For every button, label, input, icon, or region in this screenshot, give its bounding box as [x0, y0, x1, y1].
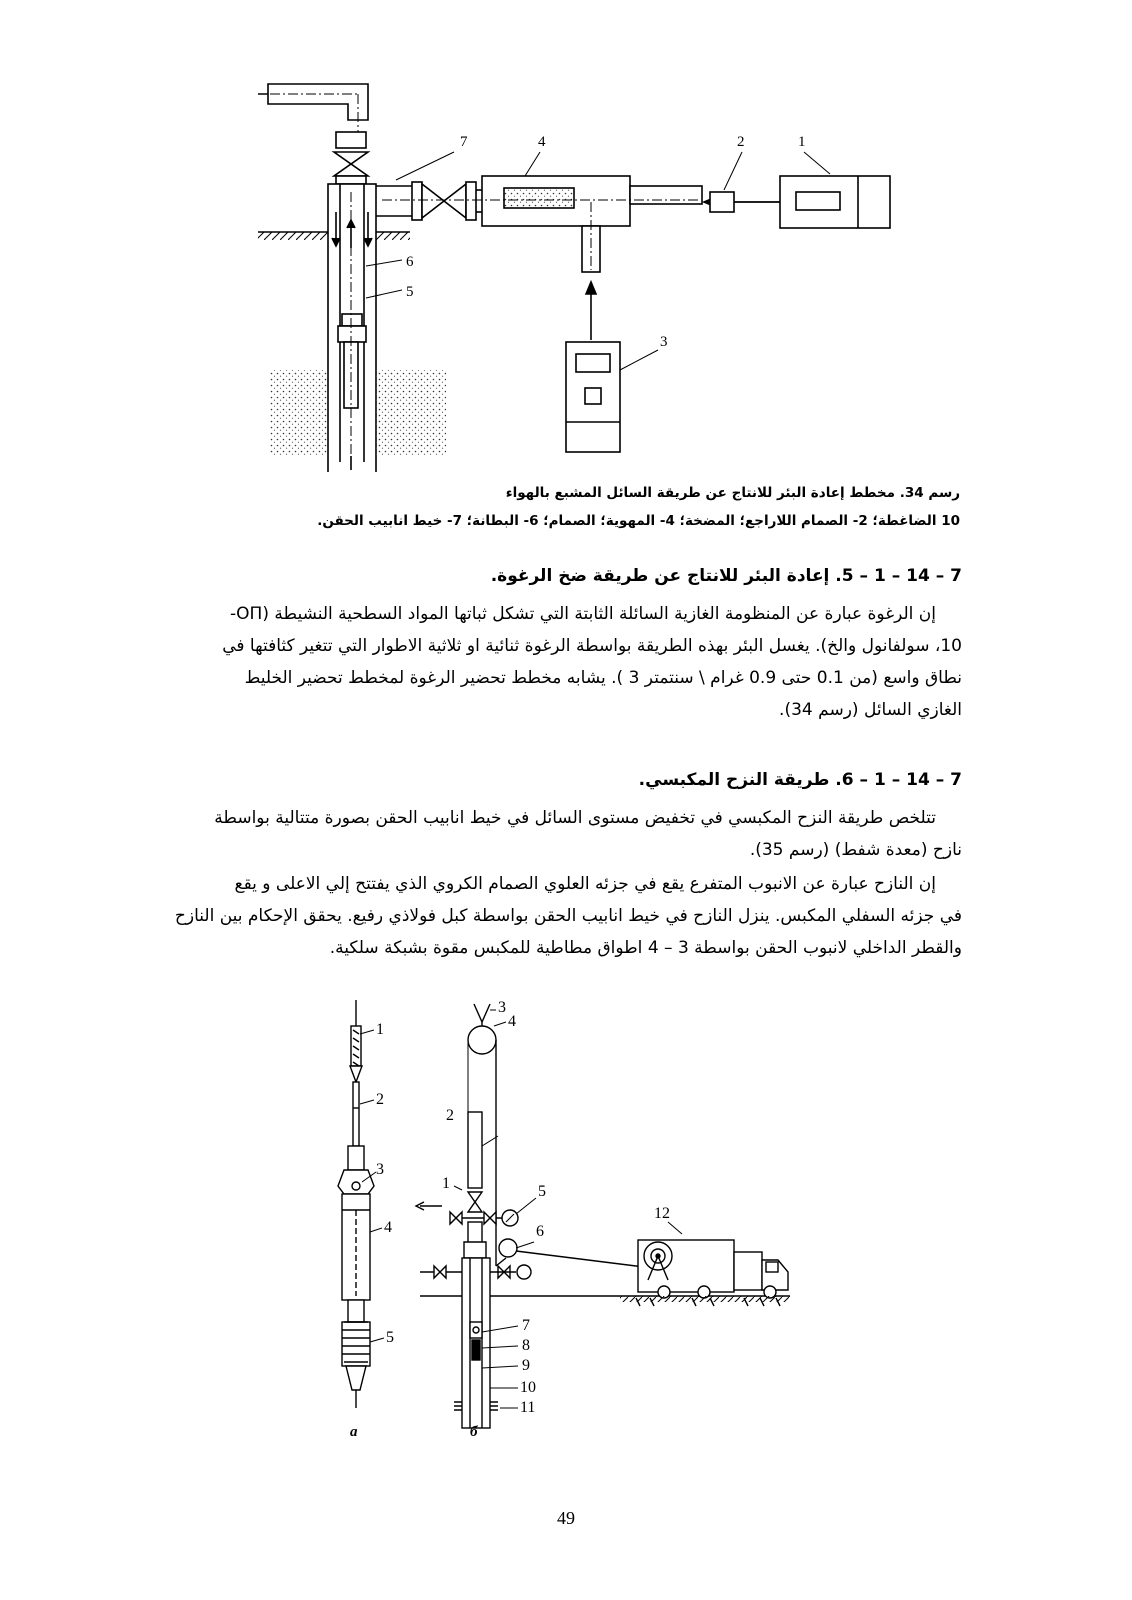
section-6-p1-line2: نازح (معدة شفط) (رسم 35). — [749, 840, 962, 860]
section-5-heading: 7 – 14 – 1 – 5. إعادة البئر للانتاج عن طريقة ضخ الرغوة. — [490, 566, 962, 586]
fig35a-label-2: 2 — [376, 1091, 384, 1108]
page-number: 49 — [557, 1508, 575, 1528]
fig35b-label-8: 8 — [522, 1337, 530, 1354]
fig35a-label-1: 1 — [376, 1021, 384, 1038]
fig35b-label-2: 2 — [446, 1107, 454, 1124]
figure-35-diagram — [320, 996, 820, 1444]
fig35b-label-9: 9 — [522, 1357, 530, 1374]
figure-34-caption — [100, 478, 960, 536]
fig35b-label-11: 11 — [520, 1399, 536, 1416]
fig34-label-3: 3 — [660, 334, 668, 350]
section-5-line1: إن الرغوة عبارة عن المنظومة الغازية السائلة الثابتة التي تشكل ثباتها المواد السطحية النشيطة (ОП- — [230, 604, 936, 624]
section-5-line4: الغازي السائل (رسم 34). — [779, 700, 962, 720]
section-6-p1-line1: تتلخص طريقة النزح المكبسي في تخفيض مستوى السائل في خيط انابيب الحقن بصورة متتالية بواسطة — [214, 808, 936, 828]
section-6-p2-line2: في جزئه السفلي المكبس. ينزل النازح في خيط انابيب الحقن بواسطة كبل فولاذي رفيع. يحقق الإحكام بين النازح — [174, 906, 962, 926]
fig35b-label-3: 3 — [498, 999, 506, 1016]
section-5-line3: نطاق واسع (من 0.1 حتى 0.9 غرام \ سنتمتر 3 ). يشابه مخطط تحضير الرغوة لمخطط تحضير الخليط — [244, 668, 962, 688]
section-6-p2-line1: إن النازح عبارة عن الانبوب المتفرع يقع في جزئه العلوي الصمام الكروي الذي يفتتح إلي الاعلى و يقع — [234, 874, 936, 894]
section-6-paragraph-1 — [100, 802, 962, 866]
section-6-paragraph-2 — [100, 868, 962, 964]
fig35b-label-5: 5 — [538, 1183, 546, 1200]
fig35a-label-3: 3 — [376, 1161, 384, 1178]
fig35a-label-5: 5 — [386, 1329, 394, 1346]
figure-35 — [320, 996, 820, 1444]
fig35b-label-12: 12 — [654, 1205, 670, 1222]
figure-34 — [240, 72, 920, 472]
fig34-label-7: 5 — [406, 284, 414, 300]
fig34-label-1: 1 — [798, 134, 806, 150]
section-5-paragraph — [100, 598, 962, 726]
section-6-p2-line3: والقطر الداخلي لانبوب الحقن بواسطة 3 – 4 اطواق مطاطية للمكبس مقوة بشبكة سلكية. — [329, 938, 962, 958]
figure-34-diagram — [240, 72, 920, 472]
fig35b-label-6: 6 — [536, 1223, 544, 1240]
figure-34-caption-line2: 10 الضاغطة؛ 2- الصمام اللاراجع؛ المضخة؛ 4- المهوية؛ الصمام؛ 6- البطانة؛ 7- خيط انابيب الحقن. — [317, 513, 960, 529]
fig35b-label-4: 4 — [508, 1013, 516, 1030]
fig35b-label-1: 1 — [442, 1175, 450, 1192]
fig35b-label-7: 7 — [522, 1317, 530, 1334]
fig34-label-4: 4 — [538, 134, 546, 150]
fig35-sub-b: б — [470, 1424, 478, 1440]
fig35-sub-a: a — [350, 1424, 358, 1440]
fig34-label-5: 7 — [460, 134, 468, 150]
section-6-heading: 7 – 14 – 1 – 6. طريقة النزح المكبسي. — [638, 770, 962, 790]
fig34-label-2: 2 — [737, 134, 745, 150]
fig35a-label-4: 4 — [384, 1219, 392, 1236]
fig35b-label-10: 10 — [520, 1379, 536, 1396]
figure-34-caption-line1: رسم 34. مخطط إعادة البئر للانتاج عن طريقة السائل المشبع بالهواء — [505, 485, 960, 501]
fig34-label-6: 6 — [406, 254, 414, 270]
section-5-line2: 10، سولفانول والخ). يغسل البئر بهذه الطريقة بواسطة الرغوة ثنائية او ثلاثية الاطوار التي تتغير كثافتها في — [222, 636, 962, 656]
